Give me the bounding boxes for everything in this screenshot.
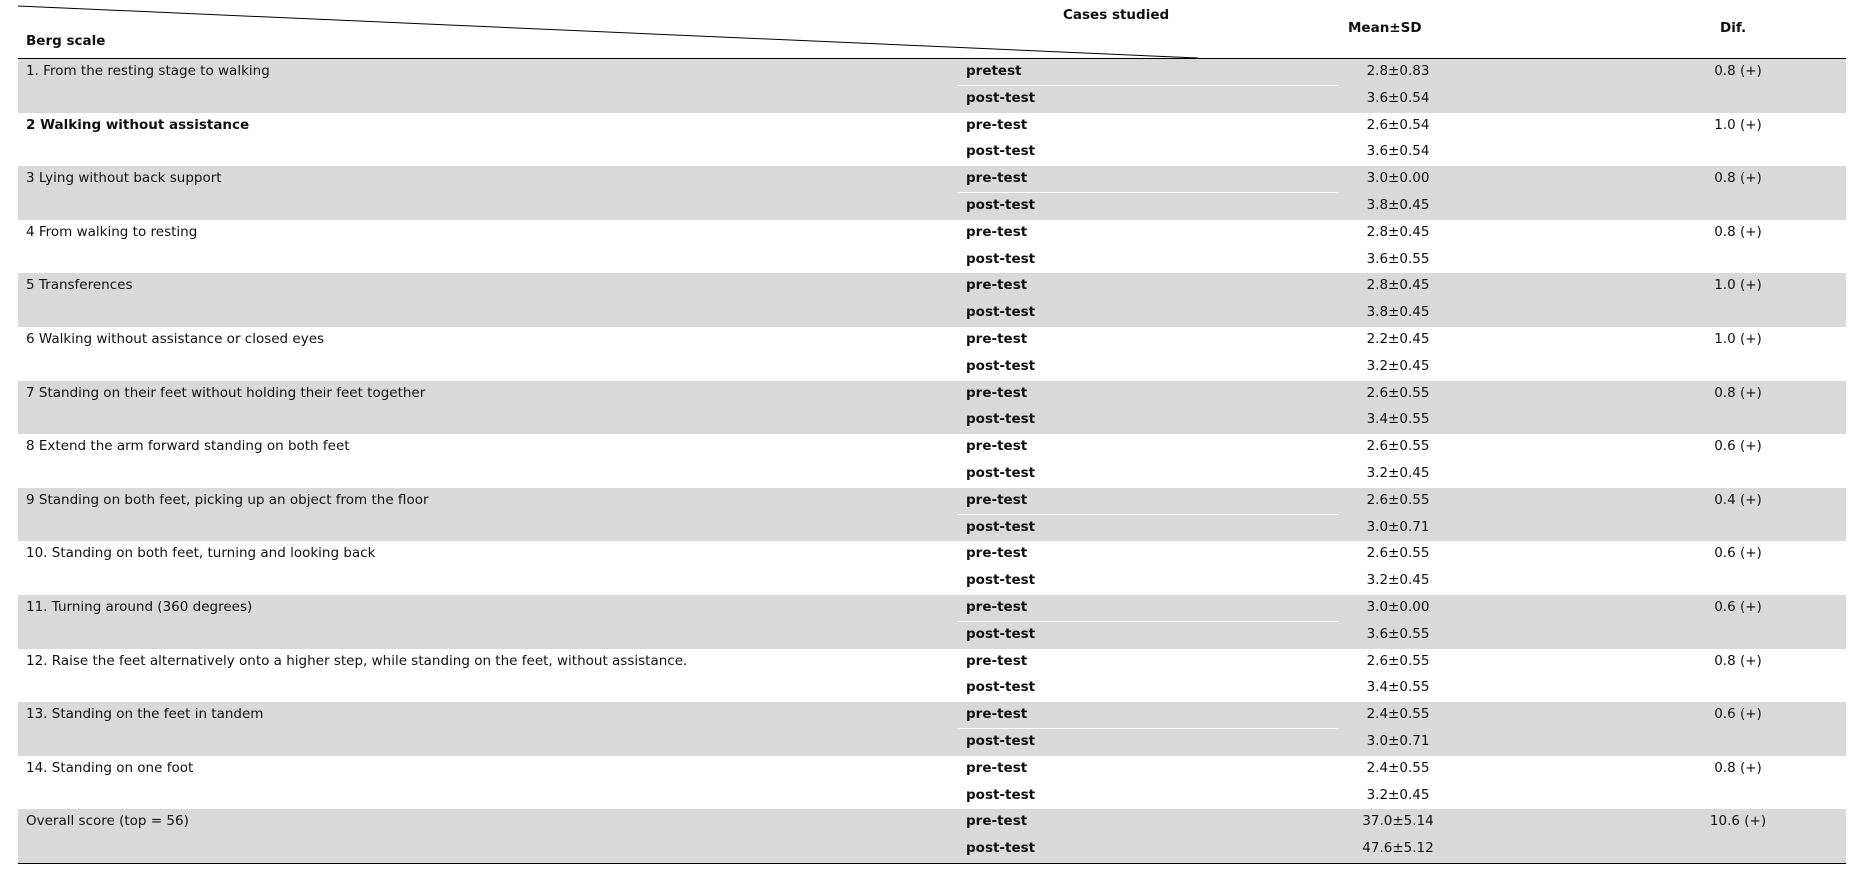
mean-sd-pre: 2.8±0.45 <box>1366 223 1430 240</box>
mean-sd-post: 3.6±0.55 <box>1366 625 1430 642</box>
mean-sd-post: 3.0±0.71 <box>1366 518 1430 535</box>
mean-sd-pre: 2.6±0.54 <box>1366 116 1430 133</box>
case-label-pre: pretest <box>966 63 1022 79</box>
mean-sd-pre: 37.0±5.14 <box>1362 813 1434 830</box>
case-label-post: post-test <box>966 304 1036 321</box>
dif-value: 0.8 (+) <box>1714 63 1762 79</box>
diagonal-header-divider <box>18 0 1198 58</box>
dif-value: 0.6 (+) <box>1714 545 1762 562</box>
table-row-group <box>18 166 1846 220</box>
item-label: 14. Standing on one foot <box>26 759 194 776</box>
bottom-rule <box>18 863 1846 864</box>
table-row-pretest <box>18 273 1846 300</box>
mean-sd-pre: 2.6±0.55 <box>1366 384 1430 401</box>
table-row-posttest <box>18 622 1846 649</box>
case-label-pre: pre-test <box>966 759 1028 776</box>
item-label: 4 From walking to resting <box>26 223 198 240</box>
table-row-pretest <box>18 756 1846 783</box>
item-label: 12. Raise the feet alternatively onto a higher step, while standing on the feet, without assistance. <box>26 652 688 669</box>
table-row-group <box>18 327 1846 381</box>
mean-sd-pre: 3.0±0.00 <box>1366 598 1430 615</box>
case-label-pre: pre-test <box>966 277 1028 294</box>
case-label-pre: pre-test <box>966 598 1028 615</box>
table-row-pretest <box>18 434 1846 461</box>
table-row-group <box>18 488 1846 542</box>
mean-sd-pre: 2.4±0.55 <box>1366 759 1430 776</box>
case-label-post: post-test <box>966 732 1036 749</box>
mean-sd-post: 3.4±0.55 <box>1366 411 1430 428</box>
mean-sd-post: 3.0±0.71 <box>1366 732 1430 749</box>
table-row-pretest <box>18 595 1846 622</box>
mean-sd-post: 3.6±0.54 <box>1366 143 1430 160</box>
dif-value: 0.8 (+) <box>1714 384 1762 401</box>
case-label-pre: pre-test <box>966 384 1028 401</box>
table-row-posttest <box>18 675 1846 702</box>
case-label-post: post-test <box>966 143 1036 160</box>
mean-sd-post: 3.8±0.45 <box>1366 196 1430 213</box>
mean-sd-post: 3.8±0.45 <box>1366 304 1430 321</box>
mean-sd-pre: 2.8±0.45 <box>1366 277 1430 294</box>
berg-scale-table <box>18 0 1846 864</box>
case-label-post: post-test <box>966 411 1036 428</box>
case-label-post: post-test <box>966 840 1036 857</box>
table-row-group <box>18 649 1846 703</box>
case-label-post: post-test <box>966 196 1036 213</box>
table-row-posttest <box>18 461 1846 488</box>
dif-value: 0.8 (+) <box>1714 759 1762 776</box>
mean-sd-pre: 3.0±0.00 <box>1366 170 1430 187</box>
table-row-posttest <box>18 300 1846 327</box>
item-label: 5 Transferences <box>26 277 133 294</box>
table-row-group <box>18 809 1846 863</box>
table-row-group <box>18 220 1846 274</box>
mean-sd-pre: 2.6±0.55 <box>1366 652 1430 669</box>
item-label: 11. Turning around (360 degrees) <box>26 598 253 615</box>
table-row-group <box>18 541 1846 595</box>
dif-value: 1.0 (+) <box>1714 116 1762 133</box>
header-dif: Dif. <box>1720 20 1747 36</box>
mean-sd-post: 3.2±0.45 <box>1366 572 1430 589</box>
table-row-posttest <box>18 354 1846 381</box>
dif-value: 0.6 (+) <box>1714 598 1762 615</box>
table-row-pretest <box>18 59 1846 86</box>
case-label-pre: pre-test <box>966 330 1028 347</box>
case-label-post: post-test <box>966 357 1036 374</box>
table-row-pretest <box>18 327 1846 354</box>
case-label-post: post-test <box>966 518 1036 535</box>
table-row-posttest <box>18 836 1846 863</box>
dif-value: 1.0 (+) <box>1714 277 1762 294</box>
table-row-posttest <box>18 783 1846 810</box>
table-row-pretest <box>18 541 1846 568</box>
table-row-group <box>18 113 1846 167</box>
case-label-pre: pre-test <box>966 545 1028 562</box>
dif-value: 10.6 (+) <box>1709 813 1767 830</box>
case-label-pre: pre-test <box>966 813 1028 830</box>
case-label-post: post-test <box>966 250 1036 267</box>
case-label-pre: pre-test <box>966 438 1028 455</box>
table-header <box>18 0 1846 59</box>
mean-sd-post: 3.2±0.45 <box>1366 464 1430 481</box>
table-row-group <box>18 273 1846 327</box>
table-row-posttest <box>18 139 1846 166</box>
dif-value: 1.0 (+) <box>1714 330 1762 347</box>
table-row-posttest <box>18 86 1846 113</box>
mean-sd-post: 3.4±0.55 <box>1366 679 1430 696</box>
dif-value: 0.8 (+) <box>1714 170 1762 187</box>
table-row-posttest <box>18 515 1846 542</box>
case-label-post: post-test <box>966 572 1036 589</box>
mean-sd-pre: 2.2±0.45 <box>1366 330 1430 347</box>
table-row-pretest <box>18 220 1846 247</box>
case-label-pre: pre-test <box>966 170 1028 187</box>
table-row-pretest <box>18 166 1846 193</box>
mean-sd-post: 3.6±0.54 <box>1366 89 1430 106</box>
item-label: 13. Standing on the feet in tandem <box>26 706 264 723</box>
table-row-group <box>18 434 1846 488</box>
table-row-group <box>18 59 1846 113</box>
case-label-pre: pre-test <box>966 223 1028 240</box>
case-label-pre: pre-test <box>966 652 1028 669</box>
case-label-pre: pre-test <box>966 491 1028 508</box>
table-row-posttest <box>18 247 1846 274</box>
dif-value: 0.8 (+) <box>1714 652 1762 669</box>
mean-sd-pre: 2.6±0.55 <box>1366 491 1430 508</box>
mean-sd-post: 3.6±0.55 <box>1366 250 1430 267</box>
table-row-posttest <box>18 193 1846 220</box>
item-label: 8 Extend the arm forward standing on both feet <box>26 438 350 455</box>
item-label: 7 Standing on their feet without holding their feet together <box>26 384 426 401</box>
table-row-pretest <box>18 488 1846 515</box>
case-label-post: post-test <box>966 786 1036 803</box>
item-label: 10. Standing on both feet, turning and looking back <box>26 545 376 562</box>
item-label: 1. From the resting stage to walking <box>26 63 270 79</box>
dif-value: 0.4 (+) <box>1714 491 1762 508</box>
table-row-posttest <box>18 729 1846 756</box>
dif-value: 0.6 (+) <box>1714 706 1762 723</box>
dif-value: 0.6 (+) <box>1714 438 1762 455</box>
item-label: 2 Walking without assistance <box>26 116 250 133</box>
mean-sd-pre: 2.8±0.83 <box>1366 63 1430 79</box>
table-row-group <box>18 702 1846 756</box>
table-row-pretest <box>18 381 1846 408</box>
item-label: 3 Lying without back support <box>26 170 222 187</box>
case-label-post: post-test <box>966 89 1036 106</box>
table-row-group <box>18 595 1846 649</box>
case-label-post: post-test <box>966 625 1036 642</box>
mean-sd-post: 3.2±0.45 <box>1366 786 1430 803</box>
table-row-posttest <box>18 407 1846 434</box>
table-row-group <box>18 381 1846 435</box>
table-row-pretest <box>18 649 1846 676</box>
table-row-posttest <box>18 568 1846 595</box>
item-label: 9 Standing on both feet, picking up an object from the floor <box>26 491 429 508</box>
case-label-pre: pre-test <box>966 116 1028 133</box>
item-label: Overall score (top = 56) <box>26 813 189 830</box>
mean-sd-pre: 2.6±0.55 <box>1366 438 1430 455</box>
mean-sd-pre: 2.6±0.55 <box>1366 545 1430 562</box>
header-cases-studied: Cases studied <box>1063 7 1170 23</box>
mean-sd-post: 47.6±5.12 <box>1362 840 1434 857</box>
table-row-group <box>18 756 1846 810</box>
table-row-pretest <box>18 702 1846 729</box>
case-label-pre: pre-test <box>966 706 1028 723</box>
mean-sd-pre: 2.4±0.55 <box>1366 706 1430 723</box>
table-row-pretest <box>18 113 1846 140</box>
dif-value: 0.8 (+) <box>1714 223 1762 240</box>
case-label-post: post-test <box>966 464 1036 481</box>
case-label-post: post-test <box>966 679 1036 696</box>
header-mean-sd: Mean±SD <box>1348 20 1422 36</box>
header-berg-scale: Berg scale <box>26 33 106 49</box>
table-row-pretest <box>18 809 1846 836</box>
table-body <box>18 59 1846 863</box>
item-label: 6 Walking without assistance or closed eyes <box>26 330 325 347</box>
mean-sd-post: 3.2±0.45 <box>1366 357 1430 374</box>
